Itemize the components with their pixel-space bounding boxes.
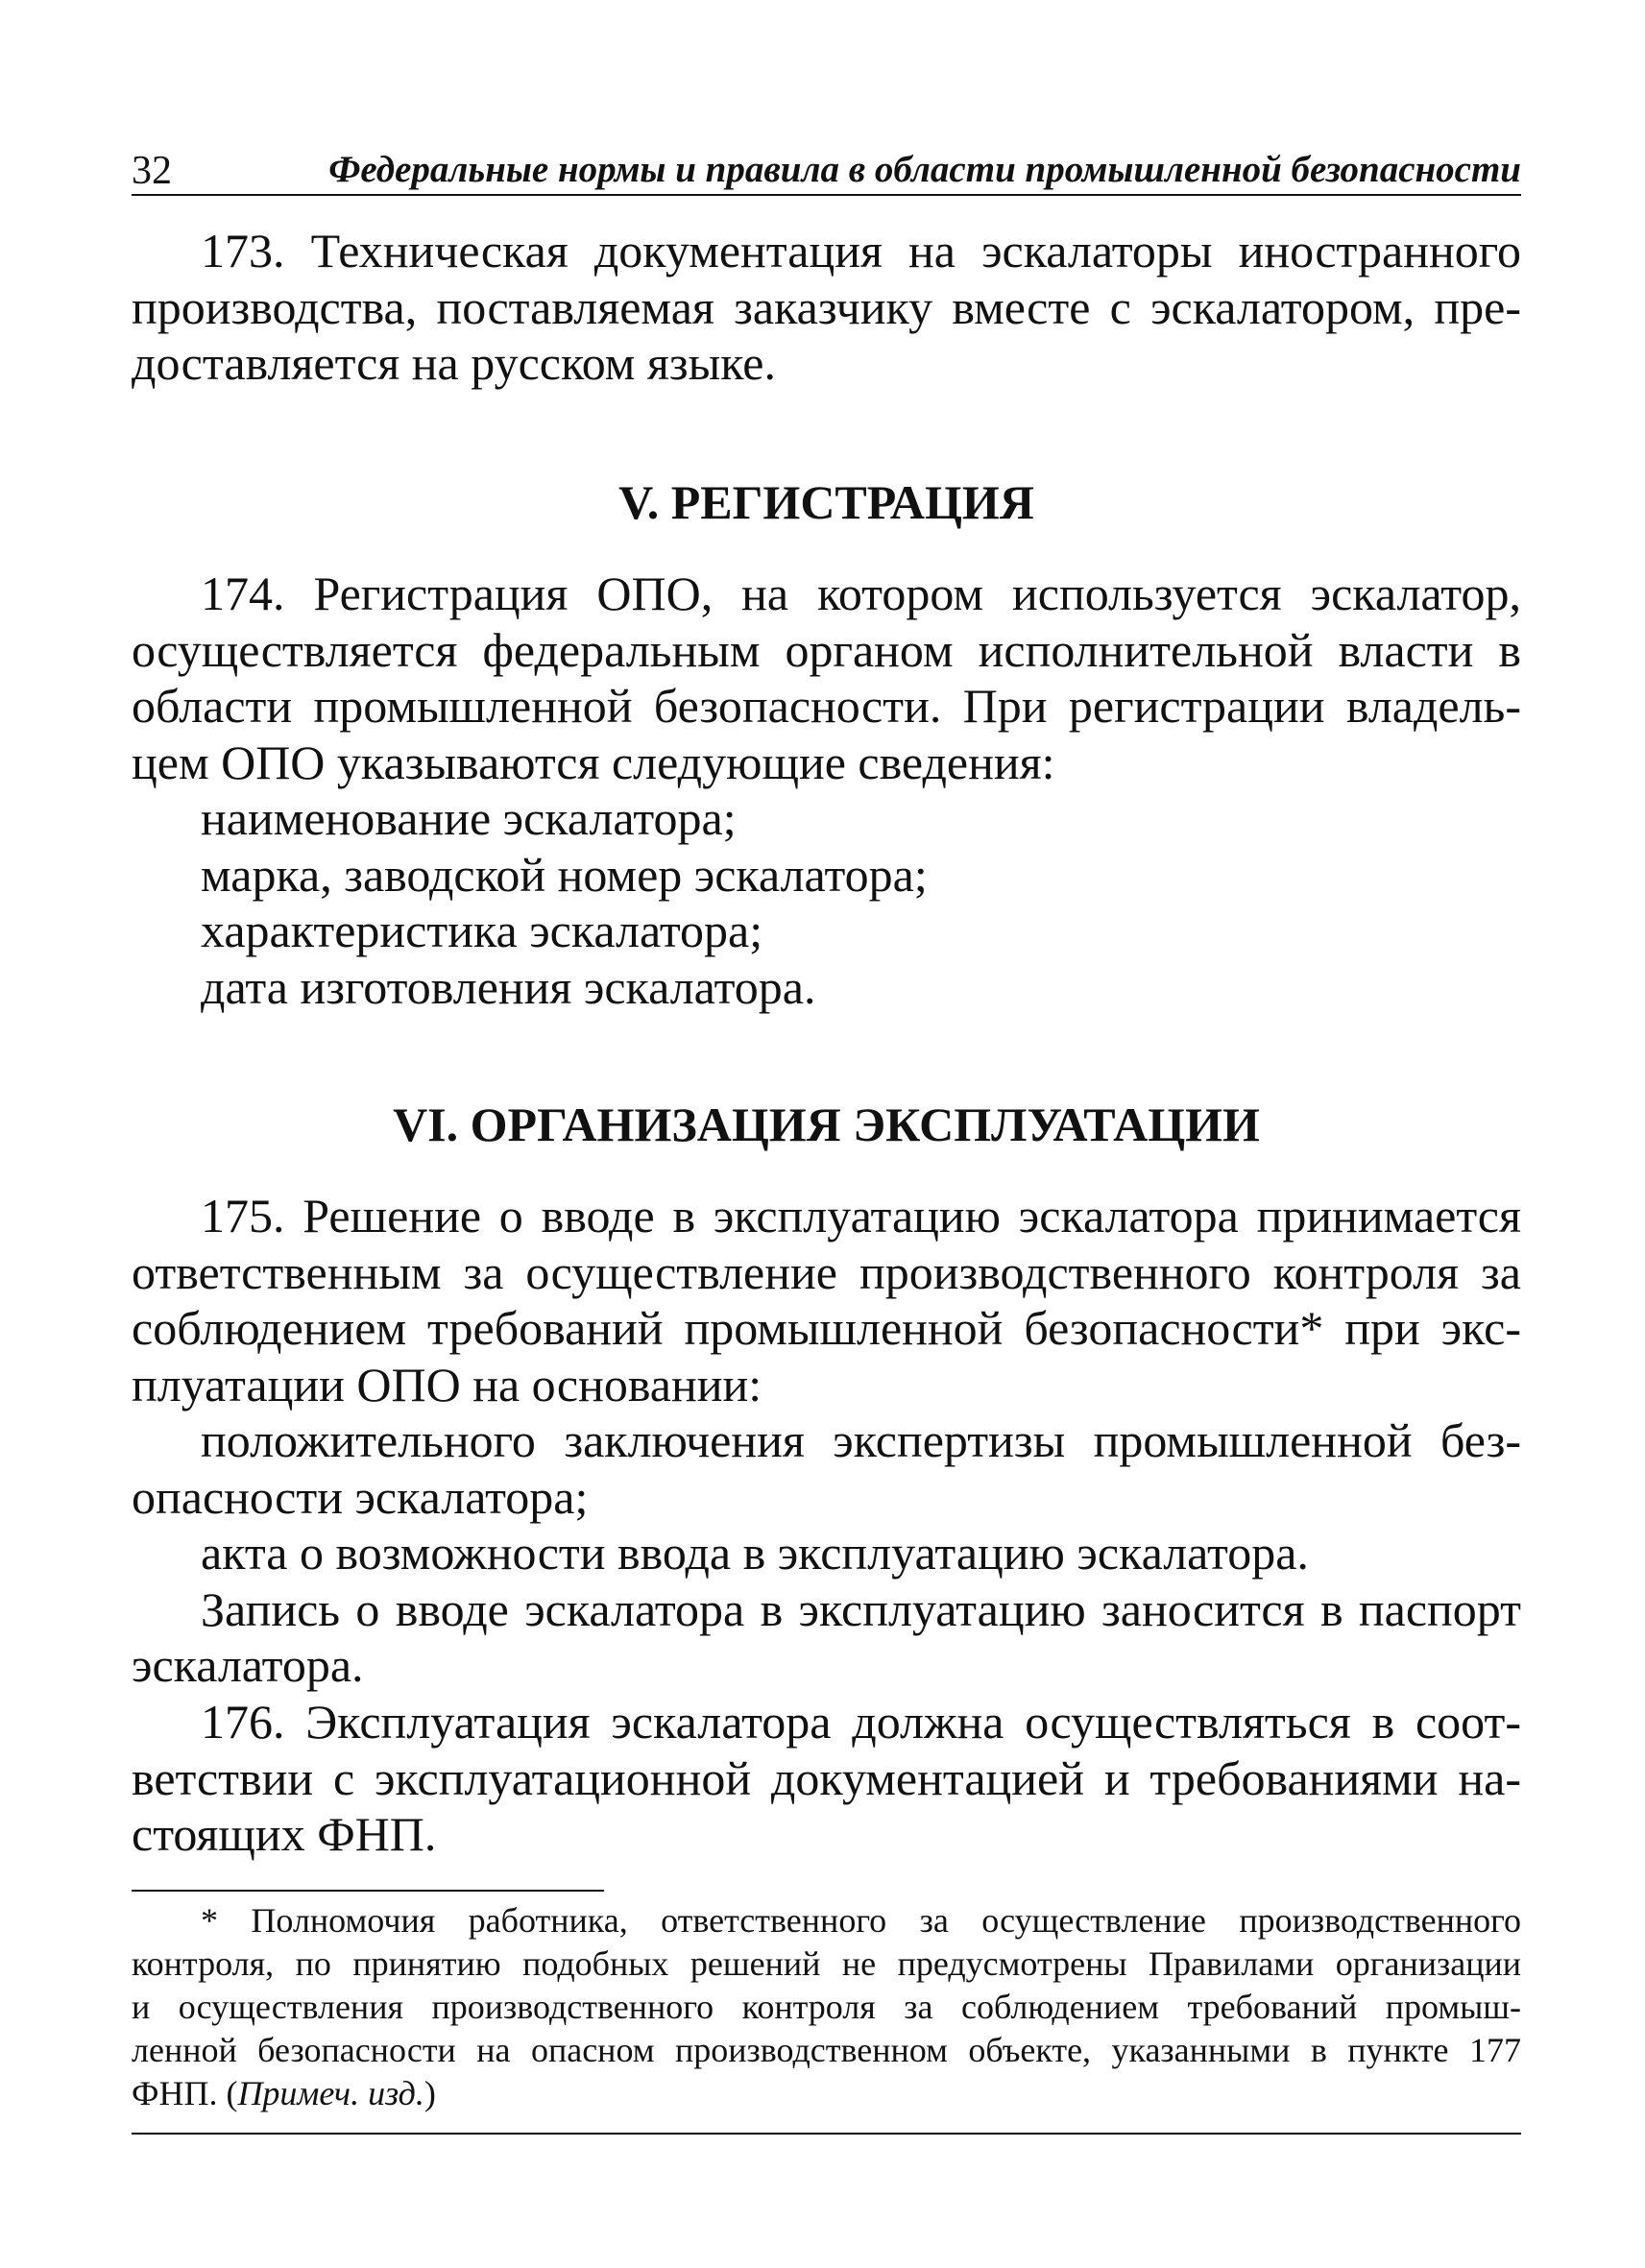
footnote-separator: [132, 1890, 604, 1892]
footnote-line: [132, 2072, 1521, 2115]
list-item: акта о возможности ввода в эксплуатацию эскалатора.: [201, 1526, 1309, 1580]
text-line: цем ОПО указываются следующие сведения:: [132, 735, 1055, 789]
list-item: наименование эскалатора;: [201, 791, 737, 845]
text-line: ответственным за осуществление производственного контроля за: [132, 1244, 1521, 1299]
text-line: доставляется на русском языке.: [132, 336, 776, 390]
section-heading-operation: VI. ОРГАНИЗАЦИЯ ЭКСПЛУАТАЦИИ: [393, 1098, 1260, 1151]
text-line: ветствии с эксплуатационной документацией и требованиями на-: [132, 1750, 1521, 1805]
running-title: Федеральные нормы и правила в области промышленной безопасности: [328, 149, 1521, 190]
text-line: области промышленной безопасности. При регистрации владель-: [132, 679, 1521, 733]
text-line: стоящих ФНП.: [132, 1807, 437, 1861]
paragraph-175: [132, 1188, 1521, 1694]
list-item: положительного заключения экспертизы промышленной без-: [201, 1413, 1521, 1467]
page-number: 32: [132, 149, 172, 193]
footnote: [132, 1899, 1521, 2115]
section-heading-registration: V. РЕГИСТРАЦИЯ: [618, 475, 1034, 529]
list-item: дата изготовления эскалатора.: [201, 959, 816, 1014]
list-item: характеристика эскалатора;: [201, 904, 763, 957]
text-line: плуатации ОПО на основании:: [132, 1357, 762, 1411]
footnote-line: и осуществления производственного контроля за соблюдением требований промыш-: [132, 1988, 1521, 2026]
text-line: 173. Техническая документация на эскалаторы иностранного: [201, 224, 1521, 277]
footnote-text: ): [423, 2074, 436, 2112]
paragraph-173: [132, 223, 1521, 392]
list-item-continuation: опасности эскалатора;: [132, 1469, 589, 1524]
footnote-line: ленной безопасности на опасном производственном объекте, указанными в пункте 177: [132, 2031, 1521, 2069]
text-line: 175. Решение о вводе в эксплуатацию эскалатора принимается: [201, 1189, 1521, 1243]
footnote-text: ФНП. (: [132, 2074, 238, 2112]
footnote-line: * Полномочия работника, ответственного за осуществление производственного: [201, 1901, 1521, 1940]
text-line: 174. Регистрация ОПО, на котором используется эскалатор,: [201, 567, 1521, 620]
text-line: Запись о вводе эскалатора в эксплуатацию заносится в паспорт: [201, 1581, 1521, 1636]
text-line: производства, поставляемая заказчику вместе с эскалатором, пре-: [132, 279, 1521, 334]
footnote-bottom-rule: [132, 2133, 1521, 2135]
paragraph-174: [132, 566, 1521, 1015]
text-line: осуществляется федеральным органом исполнительной власти в: [132, 622, 1521, 677]
text-line: соблюдением требований промышленной безопасности* при экс-: [132, 1301, 1521, 1355]
footnote-line: контроля, по принятию подобных решений не предусмотрены Правилами организации: [132, 1944, 1521, 1983]
page-header: [132, 144, 1521, 196]
text-line: 176. Эксплуатация эскалатора должна осуществляться в соот-: [201, 1695, 1521, 1749]
editor-note: Примеч. изд.: [237, 2074, 424, 2112]
paragraph-176: [132, 1694, 1521, 1863]
list-item: марка, заводской номер эскалатора;: [201, 847, 928, 902]
text-line: эскалатора.: [132, 1638, 364, 1692]
